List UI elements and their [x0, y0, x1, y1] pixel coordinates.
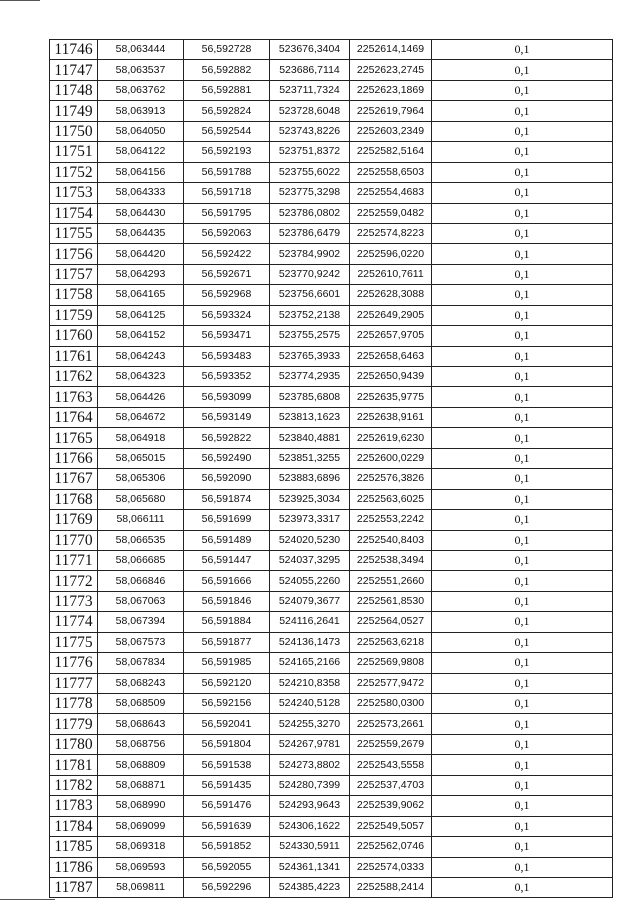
coordinate-table-body: [50, 40, 613, 898]
table-row: [50, 367, 613, 387]
x-coordinate-cell: 524361,1341: [270, 857, 350, 877]
table-row: [50, 857, 613, 877]
table-row: [50, 530, 613, 550]
table-row: [50, 550, 613, 570]
table-row: [50, 775, 613, 795]
accuracy-cell: 0,1: [432, 305, 613, 325]
latitude-cell: 58,063444: [98, 40, 184, 60]
x-coordinate-cell: 523770,9242: [270, 264, 350, 284]
latitude-cell: 58,064243: [98, 346, 184, 366]
table-row: [50, 571, 613, 591]
longitude-cell: 56,591718: [184, 183, 270, 203]
point-id-cell: 11776: [50, 653, 98, 673]
latitude-cell: 58,069811: [98, 877, 184, 897]
longitude-cell: 56,591985: [184, 653, 270, 673]
latitude-cell: 58,067573: [98, 632, 184, 652]
latitude-cell: 58,063537: [98, 60, 184, 80]
longitude-cell: 56,591852: [184, 837, 270, 857]
longitude-cell: 56,592193: [184, 142, 270, 162]
y-coordinate-cell: 2252582,5164: [350, 142, 432, 162]
longitude-cell: 56,592055: [184, 857, 270, 877]
longitude-cell: 56,592422: [184, 244, 270, 264]
point-id-cell: 11746: [50, 40, 98, 60]
point-id-cell: 11754: [50, 203, 98, 223]
x-coordinate-cell: 523752,2138: [270, 305, 350, 325]
longitude-cell: 56,591795: [184, 203, 270, 223]
accuracy-cell: 0,1: [432, 387, 613, 407]
accuracy-cell: 0,1: [432, 101, 613, 121]
longitude-cell: 56,591877: [184, 632, 270, 652]
x-coordinate-cell: 523774,2935: [270, 367, 350, 387]
longitude-cell: 56,592881: [184, 80, 270, 100]
longitude-cell: 56,591538: [184, 755, 270, 775]
table-row: [50, 837, 613, 857]
accuracy-cell: 0,1: [432, 755, 613, 775]
accuracy-cell: 0,1: [432, 734, 613, 754]
x-coordinate-cell: 524240,5128: [270, 694, 350, 714]
table-row: [50, 101, 613, 121]
x-coordinate-cell: 523851,3255: [270, 448, 350, 468]
point-id-cell: 11753: [50, 183, 98, 203]
x-coordinate-cell: 523686,7114: [270, 60, 350, 80]
table-row: [50, 203, 613, 223]
x-coordinate-cell: 524165,2166: [270, 653, 350, 673]
longitude-cell: 56,592671: [184, 264, 270, 284]
longitude-cell: 56,592296: [184, 877, 270, 897]
longitude-cell: 56,592882: [184, 60, 270, 80]
table-row: [50, 714, 613, 734]
point-id-cell: 11748: [50, 80, 98, 100]
x-coordinate-cell: 523784,9902: [270, 244, 350, 264]
table-row: [50, 183, 613, 203]
point-id-cell: 11771: [50, 550, 98, 570]
longitude-cell: 56,592490: [184, 448, 270, 468]
point-id-cell: 11768: [50, 489, 98, 509]
point-id-cell: 11749: [50, 101, 98, 121]
accuracy-cell: 0,1: [432, 40, 613, 60]
y-coordinate-cell: 2252539,9062: [350, 796, 432, 816]
longitude-cell: 56,591666: [184, 571, 270, 591]
y-coordinate-cell: 2252596,0220: [350, 244, 432, 264]
latitude-cell: 58,068990: [98, 796, 184, 816]
point-id-cell: 11764: [50, 407, 98, 427]
x-coordinate-cell: 524116,2641: [270, 612, 350, 632]
table-row: [50, 264, 613, 284]
y-coordinate-cell: 2252623,1869: [350, 80, 432, 100]
x-coordinate-cell: 524255,3270: [270, 714, 350, 734]
table-row: [50, 80, 613, 100]
y-coordinate-cell: 2252551,2660: [350, 571, 432, 591]
x-coordinate-cell: 524385,4223: [270, 877, 350, 897]
accuracy-cell: 0,1: [432, 775, 613, 795]
point-id-cell: 11762: [50, 367, 98, 387]
y-coordinate-cell: 2252553,2242: [350, 510, 432, 530]
latitude-cell: 58,068871: [98, 775, 184, 795]
x-coordinate-cell: 523751,8372: [270, 142, 350, 162]
point-id-cell: 11778: [50, 694, 98, 714]
accuracy-cell: 0,1: [432, 80, 613, 100]
table-row: [50, 223, 613, 243]
point-id-cell: 11752: [50, 162, 98, 182]
table-row: [50, 428, 613, 448]
y-coordinate-cell: 2252562,0746: [350, 837, 432, 857]
table-row: [50, 448, 613, 468]
latitude-cell: 58,065015: [98, 448, 184, 468]
y-coordinate-cell: 2252558,6503: [350, 162, 432, 182]
x-coordinate-cell: 523925,3034: [270, 489, 350, 509]
point-id-cell: 11777: [50, 673, 98, 693]
table-row: [50, 653, 613, 673]
x-coordinate-cell: 524020,5230: [270, 530, 350, 550]
accuracy-cell: 0,1: [432, 244, 613, 264]
latitude-cell: 58,069099: [98, 816, 184, 836]
longitude-cell: 56,591435: [184, 775, 270, 795]
point-id-cell: 11747: [50, 60, 98, 80]
accuracy-cell: 0,1: [432, 694, 613, 714]
table-row: [50, 407, 613, 427]
latitude-cell: 58,064435: [98, 223, 184, 243]
latitude-cell: 58,066111: [98, 510, 184, 530]
longitude-cell: 56,592728: [184, 40, 270, 60]
table-row: [50, 40, 613, 60]
x-coordinate-cell: 524267,9781: [270, 734, 350, 754]
longitude-cell: 56,593099: [184, 387, 270, 407]
point-id-cell: 11772: [50, 571, 98, 591]
y-coordinate-cell: 2252614,1469: [350, 40, 432, 60]
accuracy-cell: 0,1: [432, 142, 613, 162]
y-coordinate-cell: 2252638,9161: [350, 407, 432, 427]
table-row: [50, 121, 613, 141]
longitude-cell: 56,591884: [184, 612, 270, 632]
accuracy-cell: 0,1: [432, 183, 613, 203]
table-row: [50, 346, 613, 366]
table-row: [50, 387, 613, 407]
latitude-cell: 58,063913: [98, 101, 184, 121]
y-coordinate-cell: 2252554,4683: [350, 183, 432, 203]
accuracy-cell: 0,1: [432, 223, 613, 243]
longitude-cell: 56,591447: [184, 550, 270, 570]
y-coordinate-cell: 2252573,2661: [350, 714, 432, 734]
x-coordinate-cell: 523786,0802: [270, 203, 350, 223]
table-row: [50, 612, 613, 632]
latitude-cell: 58,064430: [98, 203, 184, 223]
y-coordinate-cell: 2252580,0300: [350, 694, 432, 714]
latitude-cell: 58,064918: [98, 428, 184, 448]
y-coordinate-cell: 2252628,3088: [350, 285, 432, 305]
table-row: [50, 877, 613, 897]
latitude-cell: 58,066846: [98, 571, 184, 591]
longitude-cell: 56,593324: [184, 305, 270, 325]
latitude-cell: 58,069593: [98, 857, 184, 877]
longitude-cell: 56,592822: [184, 428, 270, 448]
y-coordinate-cell: 2252635,9775: [350, 387, 432, 407]
x-coordinate-cell: 523785,6808: [270, 387, 350, 407]
y-coordinate-cell: 2252610,7611: [350, 264, 432, 284]
table-row: [50, 755, 613, 775]
point-id-cell: 11750: [50, 121, 98, 141]
point-id-cell: 11774: [50, 612, 98, 632]
y-coordinate-cell: 2252649,2905: [350, 305, 432, 325]
point-id-cell: 11782: [50, 775, 98, 795]
y-coordinate-cell: 2252549,5057: [350, 816, 432, 836]
accuracy-cell: 0,1: [432, 407, 613, 427]
point-id-cell: 11758: [50, 285, 98, 305]
accuracy-cell: 0,1: [432, 367, 613, 387]
table-row: [50, 489, 613, 509]
longitude-cell: 56,593471: [184, 326, 270, 346]
longitude-cell: 56,593483: [184, 346, 270, 366]
accuracy-cell: 0,1: [432, 346, 613, 366]
x-coordinate-cell: 523840,4881: [270, 428, 350, 448]
point-id-cell: 11770: [50, 530, 98, 550]
x-coordinate-cell: 523883,6896: [270, 469, 350, 489]
x-coordinate-cell: 523676,3404: [270, 40, 350, 60]
y-coordinate-cell: 2252619,6230: [350, 428, 432, 448]
accuracy-cell: 0,1: [432, 857, 613, 877]
longitude-cell: 56,591699: [184, 510, 270, 530]
longitude-cell: 56,591639: [184, 816, 270, 836]
bottom-edge-mark: [0, 899, 55, 900]
point-id-cell: 11780: [50, 734, 98, 754]
table-row: [50, 632, 613, 652]
top-edge-mark: [0, 0, 40, 1]
point-id-cell: 11759: [50, 305, 98, 325]
accuracy-cell: 0,1: [432, 448, 613, 468]
table-row: [50, 734, 613, 754]
y-coordinate-cell: 2252574,8223: [350, 223, 432, 243]
accuracy-cell: 0,1: [432, 571, 613, 591]
y-coordinate-cell: 2252563,6025: [350, 489, 432, 509]
accuracy-cell: 0,1: [432, 510, 613, 530]
latitude-cell: 58,065306: [98, 469, 184, 489]
y-coordinate-cell: 2252600,0229: [350, 448, 432, 468]
y-coordinate-cell: 2252561,8530: [350, 591, 432, 611]
accuracy-cell: 0,1: [432, 877, 613, 897]
accuracy-cell: 0,1: [432, 530, 613, 550]
y-coordinate-cell: 2252576,3826: [350, 469, 432, 489]
latitude-cell: 58,064156: [98, 162, 184, 182]
point-id-cell: 11765: [50, 428, 98, 448]
point-id-cell: 11779: [50, 714, 98, 734]
y-coordinate-cell: 2252588,2414: [350, 877, 432, 897]
accuracy-cell: 0,1: [432, 60, 613, 80]
longitude-cell: 56,592120: [184, 673, 270, 693]
point-id-cell: 11763: [50, 387, 98, 407]
point-id-cell: 11766: [50, 448, 98, 468]
longitude-cell: 56,592968: [184, 285, 270, 305]
y-coordinate-cell: 2252543,5558: [350, 755, 432, 775]
table-row: [50, 285, 613, 305]
y-coordinate-cell: 2252537,4703: [350, 775, 432, 795]
accuracy-cell: 0,1: [432, 489, 613, 509]
accuracy-cell: 0,1: [432, 203, 613, 223]
x-coordinate-cell: 524037,3295: [270, 550, 350, 570]
x-coordinate-cell: 524293,9643: [270, 796, 350, 816]
latitude-cell: 58,064050: [98, 121, 184, 141]
y-coordinate-cell: 2252559,2679: [350, 734, 432, 754]
y-coordinate-cell: 2252658,6463: [350, 346, 432, 366]
accuracy-cell: 0,1: [432, 326, 613, 346]
latitude-cell: 58,064323: [98, 367, 184, 387]
y-coordinate-cell: 2252538,3494: [350, 550, 432, 570]
y-coordinate-cell: 2252650,9439: [350, 367, 432, 387]
latitude-cell: 58,064420: [98, 244, 184, 264]
point-id-cell: 11760: [50, 326, 98, 346]
y-coordinate-cell: 2252564,0527: [350, 612, 432, 632]
point-id-cell: 11783: [50, 796, 98, 816]
table-row: [50, 60, 613, 80]
latitude-cell: 58,064293: [98, 264, 184, 284]
y-coordinate-cell: 2252577,9472: [350, 673, 432, 693]
table-row: [50, 469, 613, 489]
point-id-cell: 11751: [50, 142, 98, 162]
latitude-cell: 58,064165: [98, 285, 184, 305]
x-coordinate-cell: 523786,6479: [270, 223, 350, 243]
table-row: [50, 591, 613, 611]
latitude-cell: 58,064672: [98, 407, 184, 427]
point-id-cell: 11773: [50, 591, 98, 611]
x-coordinate-cell: 523765,3933: [270, 346, 350, 366]
x-coordinate-cell: 523755,6022: [270, 162, 350, 182]
longitude-cell: 56,592156: [184, 694, 270, 714]
longitude-cell: 56,592063: [184, 223, 270, 243]
x-coordinate-cell: 523743,8226: [270, 121, 350, 141]
y-coordinate-cell: 2252574,0333: [350, 857, 432, 877]
x-coordinate-cell: 524330,5911: [270, 837, 350, 857]
accuracy-cell: 0,1: [432, 612, 613, 632]
y-coordinate-cell: 2252623,2745: [350, 60, 432, 80]
table-row: [50, 305, 613, 325]
point-id-cell: 11769: [50, 510, 98, 530]
x-coordinate-cell: 524306,1622: [270, 816, 350, 836]
latitude-cell: 58,069318: [98, 837, 184, 857]
accuracy-cell: 0,1: [432, 264, 613, 284]
latitude-cell: 58,068643: [98, 714, 184, 734]
latitude-cell: 58,064122: [98, 142, 184, 162]
x-coordinate-cell: 523756,6601: [270, 285, 350, 305]
x-coordinate-cell: 523813,1623: [270, 407, 350, 427]
latitude-cell: 58,068243: [98, 673, 184, 693]
longitude-cell: 56,592090: [184, 469, 270, 489]
accuracy-cell: 0,1: [432, 162, 613, 182]
y-coordinate-cell: 2252619,7964: [350, 101, 432, 121]
latitude-cell: 58,066685: [98, 550, 184, 570]
longitude-cell: 56,592544: [184, 121, 270, 141]
x-coordinate-cell: 524273,8802: [270, 755, 350, 775]
table-row: [50, 694, 613, 714]
accuracy-cell: 0,1: [432, 673, 613, 693]
point-id-cell: 11781: [50, 755, 98, 775]
longitude-cell: 56,591874: [184, 489, 270, 509]
table-row: [50, 796, 613, 816]
x-coordinate-cell: 523755,2575: [270, 326, 350, 346]
latitude-cell: 58,064125: [98, 305, 184, 325]
point-id-cell: 11757: [50, 264, 98, 284]
accuracy-cell: 0,1: [432, 121, 613, 141]
table-row: [50, 673, 613, 693]
longitude-cell: 56,591804: [184, 734, 270, 754]
point-id-cell: 11756: [50, 244, 98, 264]
y-coordinate-cell: 2252603,2349: [350, 121, 432, 141]
latitude-cell: 58,064333: [98, 183, 184, 203]
table-row: [50, 510, 613, 530]
y-coordinate-cell: 2252657,9705: [350, 326, 432, 346]
accuracy-cell: 0,1: [432, 837, 613, 857]
accuracy-cell: 0,1: [432, 285, 613, 305]
longitude-cell: 56,592824: [184, 101, 270, 121]
accuracy-cell: 0,1: [432, 816, 613, 836]
point-id-cell: 11775: [50, 632, 98, 652]
coordinate-table: [49, 39, 613, 898]
accuracy-cell: 0,1: [432, 550, 613, 570]
accuracy-cell: 0,1: [432, 796, 613, 816]
point-id-cell: 11761: [50, 346, 98, 366]
latitude-cell: 58,066535: [98, 530, 184, 550]
accuracy-cell: 0,1: [432, 653, 613, 673]
point-id-cell: 11787: [50, 877, 98, 897]
longitude-cell: 56,593352: [184, 367, 270, 387]
latitude-cell: 58,068756: [98, 734, 184, 754]
longitude-cell: 56,593149: [184, 407, 270, 427]
table-row: [50, 326, 613, 346]
x-coordinate-cell: 524079,3677: [270, 591, 350, 611]
accuracy-cell: 0,1: [432, 632, 613, 652]
accuracy-cell: 0,1: [432, 714, 613, 734]
x-coordinate-cell: 523973,3317: [270, 510, 350, 530]
x-coordinate-cell: 524210,8358: [270, 673, 350, 693]
latitude-cell: 58,065680: [98, 489, 184, 509]
point-id-cell: 11755: [50, 223, 98, 243]
x-coordinate-cell: 524280,7399: [270, 775, 350, 795]
table-row: [50, 162, 613, 182]
latitude-cell: 58,064152: [98, 326, 184, 346]
longitude-cell: 56,591788: [184, 162, 270, 182]
y-coordinate-cell: 2252569,9808: [350, 653, 432, 673]
x-coordinate-cell: 524055,2260: [270, 571, 350, 591]
latitude-cell: 58,067394: [98, 612, 184, 632]
latitude-cell: 58,068809: [98, 755, 184, 775]
longitude-cell: 56,592041: [184, 714, 270, 734]
table-row: [50, 142, 613, 162]
x-coordinate-cell: 523728,6048: [270, 101, 350, 121]
latitude-cell: 58,063762: [98, 80, 184, 100]
table-row: [50, 244, 613, 264]
longitude-cell: 56,591476: [184, 796, 270, 816]
accuracy-cell: 0,1: [432, 591, 613, 611]
longitude-cell: 56,591846: [184, 591, 270, 611]
accuracy-cell: 0,1: [432, 469, 613, 489]
accuracy-cell: 0,1: [432, 428, 613, 448]
point-id-cell: 11767: [50, 469, 98, 489]
longitude-cell: 56,591489: [184, 530, 270, 550]
y-coordinate-cell: 2252563,6218: [350, 632, 432, 652]
latitude-cell: 58,067063: [98, 591, 184, 611]
y-coordinate-cell: 2252540,8403: [350, 530, 432, 550]
y-coordinate-cell: 2252559,0482: [350, 203, 432, 223]
x-coordinate-cell: 524136,1473: [270, 632, 350, 652]
latitude-cell: 58,064426: [98, 387, 184, 407]
point-id-cell: 11784: [50, 816, 98, 836]
latitude-cell: 58,067834: [98, 653, 184, 673]
point-id-cell: 11785: [50, 837, 98, 857]
x-coordinate-cell: 523711,7324: [270, 80, 350, 100]
point-id-cell: 11786: [50, 857, 98, 877]
latitude-cell: 58,068509: [98, 694, 184, 714]
x-coordinate-cell: 523775,3298: [270, 183, 350, 203]
table-row: [50, 816, 613, 836]
